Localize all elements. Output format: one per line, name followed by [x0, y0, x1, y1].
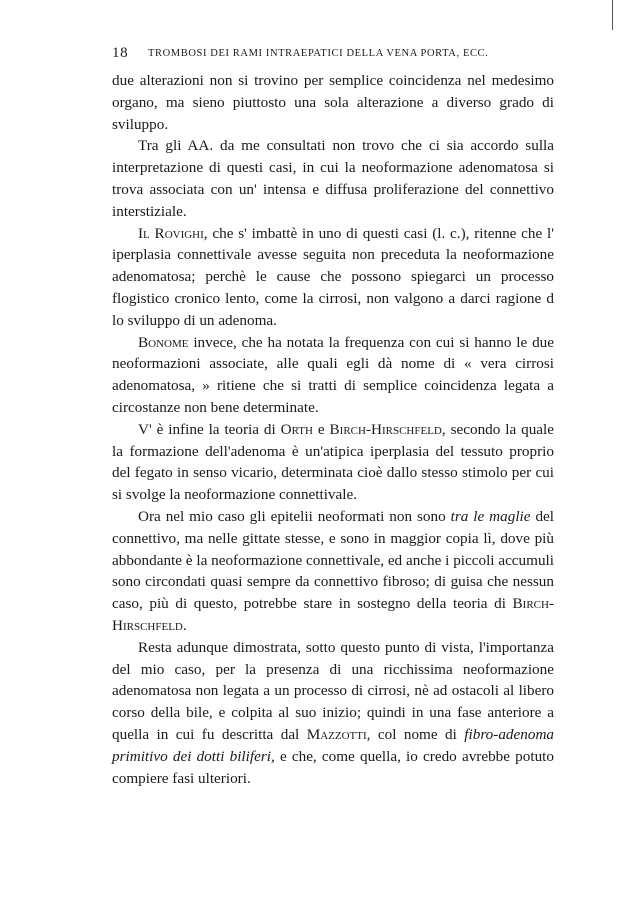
author-name-birch-hirschfeld: Birch-Hirschfeld, — [329, 420, 446, 438]
page-header — [112, 45, 522, 65]
author-name-birch-hirschfeld: Birch-Hirschfeld. — [112, 595, 554, 634]
running-title: TROMBOSI DEI RAMI INTRAEPATICI DELLA VENA PORTA, ECC. — [148, 48, 489, 59]
paragraph-text: e — [312, 420, 330, 438]
paragraph-6 — [112, 506, 554, 637]
paragraph-text: invece, che ha notata la frequenza con cui si hanno le due neoformazioni associate, alle quali egli dà nome di « vera cirrosi adenomatosa, » ritiene che si tratti di semplice coincidenza legata a circostanze non bene determinate. — [112, 333, 554, 416]
paragraph-text: due alterazioni non si trovino per semplice coincidenza nel medesimo organo, ma sieno piuttosto una sola alterazione a diverso grado di sviluppo. — [112, 72, 554, 133]
paragraph-7 — [112, 637, 554, 790]
author-name-orth: Orth — [280, 420, 313, 438]
paragraph-text: secondo la quale la formazione dell'adenoma è un'atipica iperplasia del tessuto proprio del fegato in senso vicario, determinata cioè dallo stesso stimolo per cui si svolge la neoformazione connettivale. — [112, 420, 555, 504]
paragraph-1 — [112, 70, 554, 135]
paragraph-3 — [112, 223, 554, 332]
author-name-mazzotti: Mazzotti, — [306, 725, 371, 743]
paragraph-4 — [112, 332, 554, 419]
page-number: 18 — [112, 45, 129, 61]
italic-phrase: fibro-adenoma primitivo dei dotti biliferi, — [112, 725, 555, 765]
page-edge-line — [612, 0, 613, 30]
paragraph-5 — [112, 419, 554, 506]
paragraph-text: V' è infine la teoria di — [138, 420, 281, 438]
paragraph-2 — [112, 135, 554, 222]
paragraph-text: Tra gli AA. da me consultati non trovo che ci sia accordo sulla interpretazione di questi casi, in cui la neoformazione adenomatosa si trova associata con un' intensa e diffusa proliferazione del connettivo interstiziale. — [112, 137, 554, 220]
paragraph-text: col nome di — [370, 725, 465, 743]
paragraph-text: Ora nel mio caso gli epitelii neoformati non sono — [138, 507, 451, 525]
paragraph-text: che s' imbattè in uno di questi casi (l. c.), ritenne che l' iperplasia connettivale avesse seguita non preceduta la neoformazione adenomatosa; perchè le cause che possono spiegarci un processo flogistico cronico lento, come la cirrosi, non valgono a darci ragione d lo sviluppo di un adenoma. — [112, 224, 554, 329]
paragraph-text: del connettivo, ma nelle gittate stesse, e sono in maggior copia lì, dove più abbondante è la neoformazione connettivale, ed anche i piccoli accumuli sono circondati quasi sempre da connettivo fibroso; di guisa che nessun caso, più di questo, potrebbe stare in sostegno della teoria di — [112, 507, 554, 613]
paragraph-text: Resta adunque dimostrata, sotto questo punto di vista, l'importanza del mio caso, per la presenza di una ricchissima neoformazione adenomatosa non legata a un processo di cirrosi, nè ad ostacoli al libero corso della bile, e colpita al suo inizio; quindi in una fase anteriore a quella in cui fu descritta dal — [112, 638, 554, 743]
author-name-bonome: Bonome — [138, 333, 189, 351]
body-text — [112, 70, 554, 789]
italic-phrase: tra le maglie — [450, 507, 531, 525]
author-name-rovighi: Il Rovighi, — [138, 224, 208, 242]
paragraph-text: e che, come quella, io credo avrebbe potuto compiere fasi ulteriori. — [112, 747, 554, 787]
